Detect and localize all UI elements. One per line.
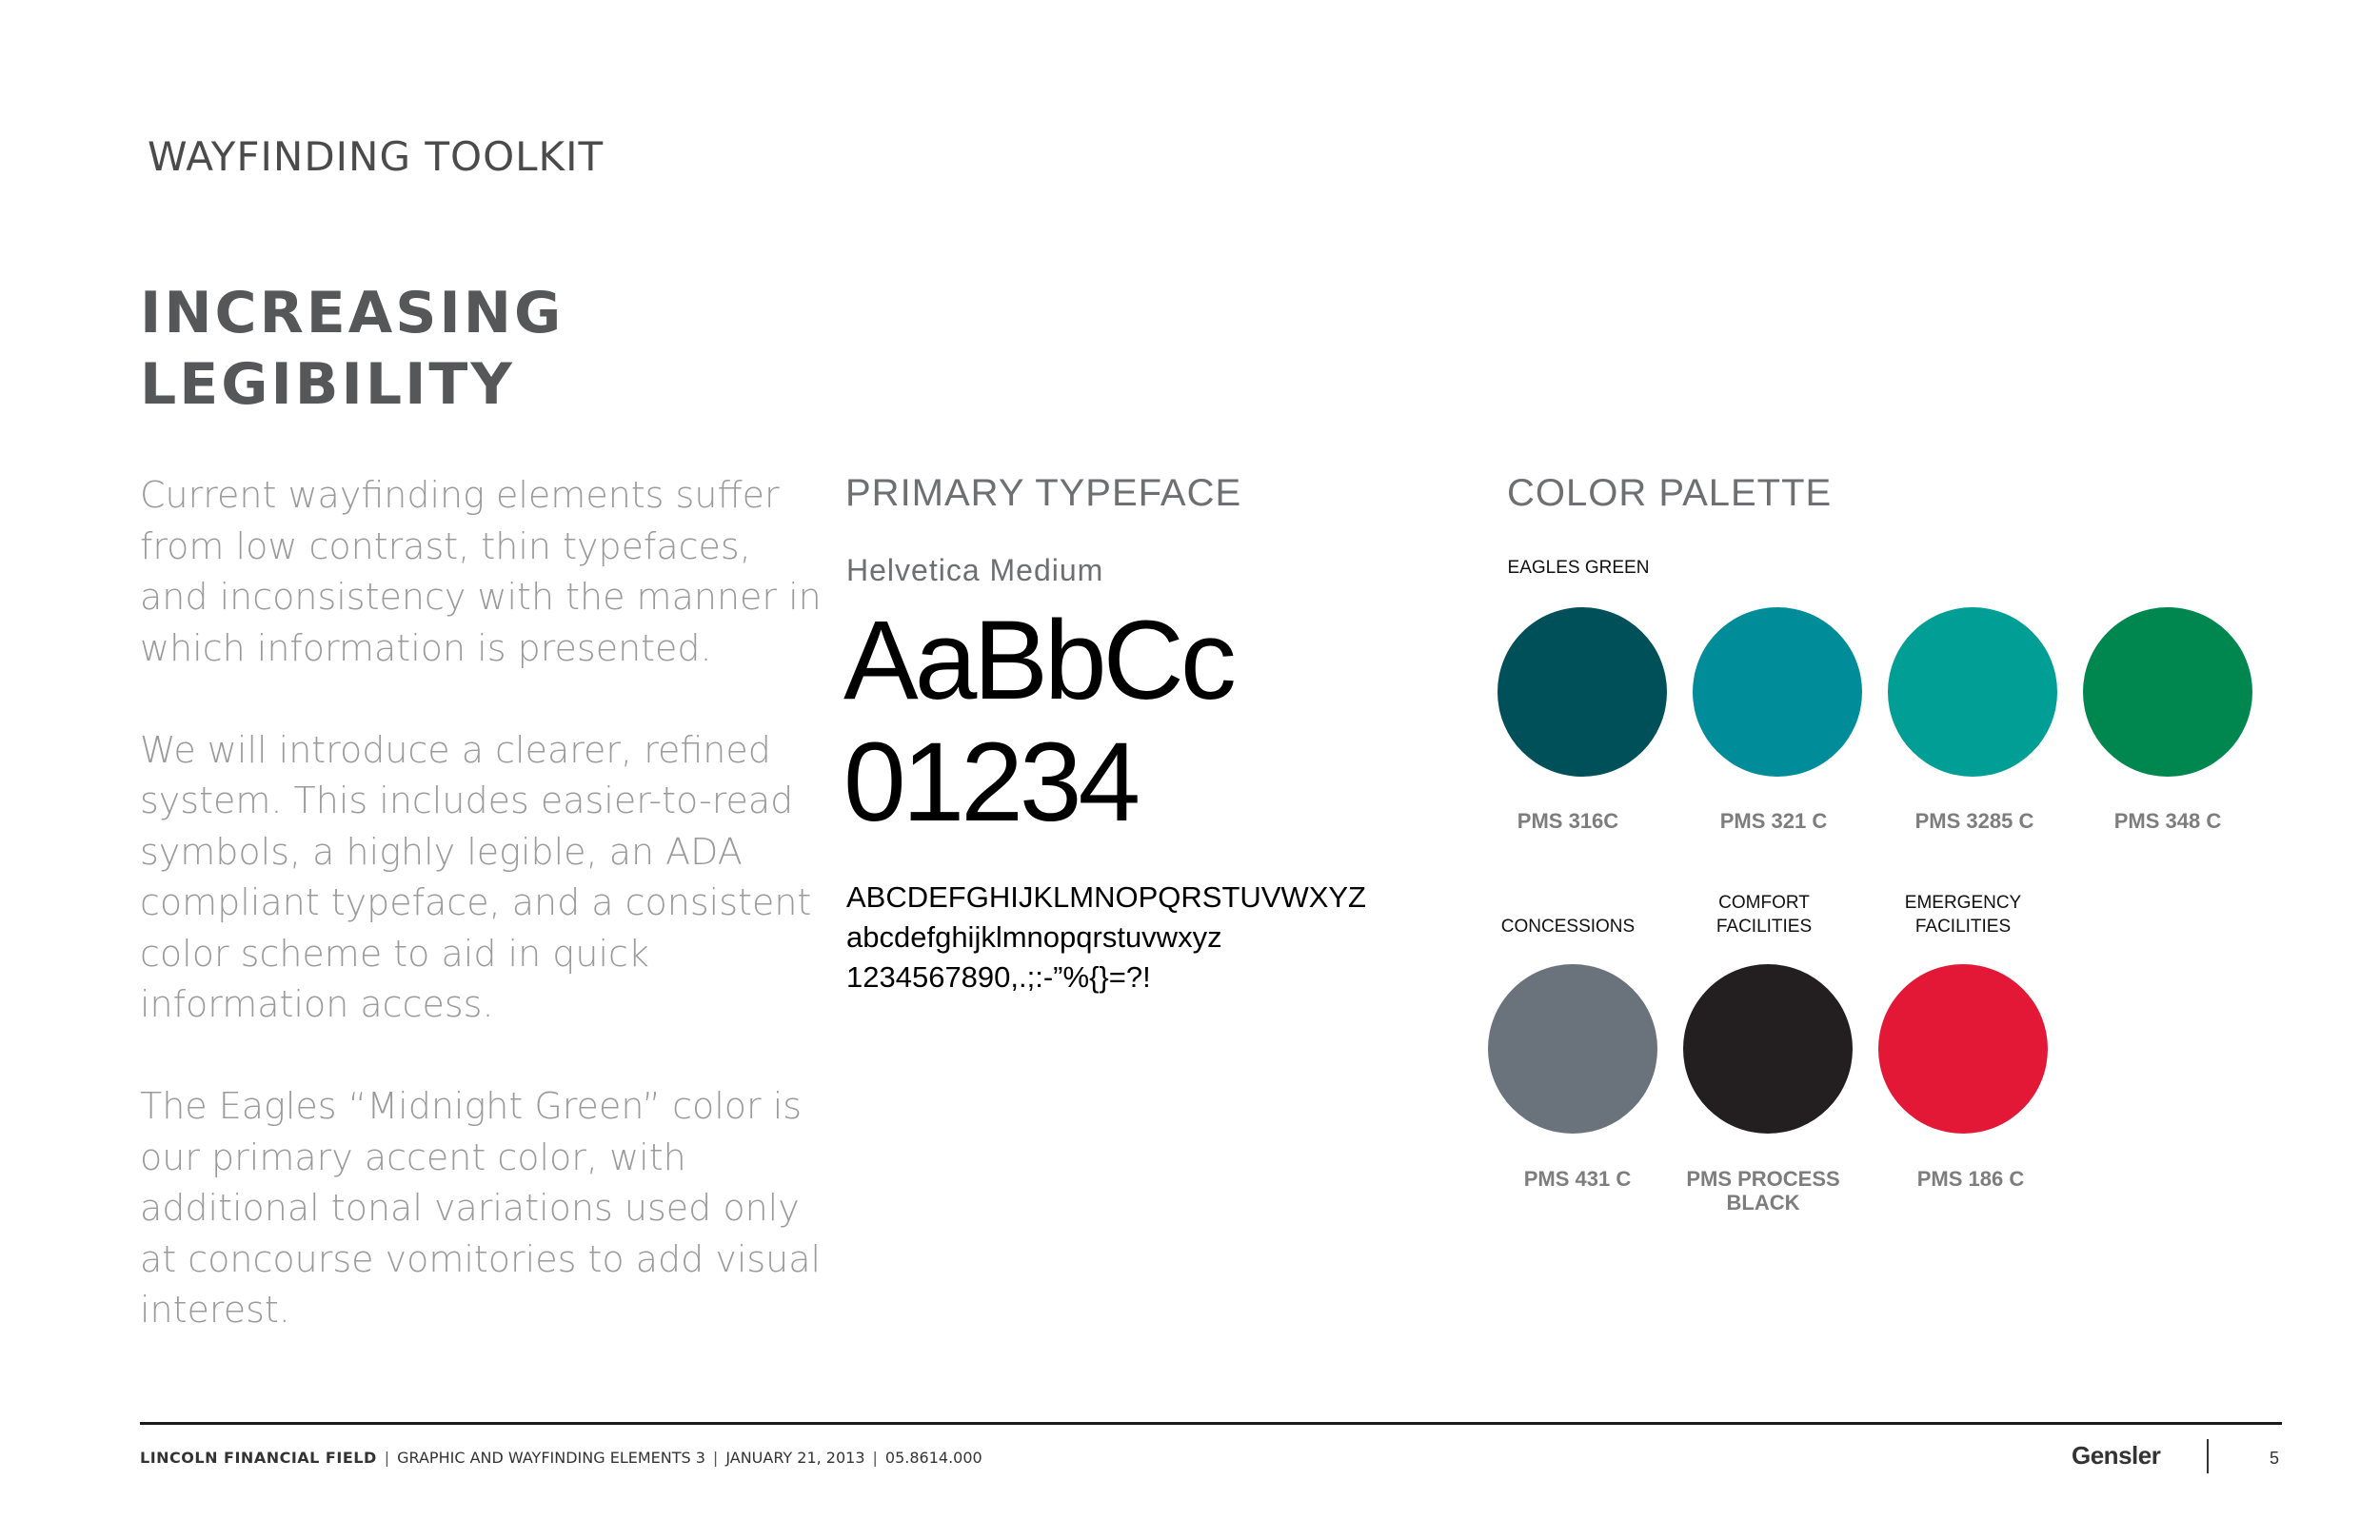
heading-line-1: INCREASING [140,280,565,346]
pms-label-line: BLACK [1726,1191,1800,1214]
swatch-pms-3285c [1888,607,2057,777]
heading-line-2: LEGIBILITY [140,351,515,418]
swatch-pms-431c [1488,964,1657,1134]
footer-document: GRAPHIC AND WAYFINDING ELEMENTS 3 [397,1449,705,1467]
specimen-uppercase: ABCDEFGHIJKLMNOPQRSTUVWXYZ [846,880,1366,914]
pms-label: PMS 348 C [2113,809,2222,833]
specimen-letters: AaBbCc [843,598,1233,723]
paragraph-1: Current wayfinding elements suffer from low contrast, thin typefaces, and inconsistency with the manner in which information is presented. [140,474,822,669]
pms-label [1658,1167,1868,1214]
footer-rule [140,1422,2282,1425]
group-label-eagles-green: EAGLES GREEN [1507,558,1650,578]
footer-number: 05.8614.000 [884,1449,982,1467]
category-concessions: CONCESSIONS [1500,917,1636,937]
category-comfort-facilities [1650,891,1878,938]
pms-label: PMS 431 C [1523,1167,1632,1191]
toolkit-title: WAYFINDING TOOLKIT [148,133,605,180]
typeface-name: Helvetica Medium [846,553,1104,587]
swatch-pms-348c [2083,607,2252,777]
category-line: FACILITIES [1716,917,1813,937]
typeface-specimen-large [843,600,1233,843]
swatch-pms-316c [1497,607,1667,777]
footer-date: JANUARY 21, 2013 [725,1449,865,1467]
category-line: COMFORT [1718,893,1810,913]
typeface-specimen-charset [846,878,1366,997]
page-heading [140,278,564,421]
pms-label: PMS 316C [1517,809,1619,833]
brand-logo: Gensler [2072,1441,2161,1470]
specimen-lowercase: abcdefghijklmnopqrstuvwxyz [846,920,1222,954]
specimen-digits: 01234 [843,720,1138,845]
category-line: EMERGENCY [1904,893,2022,913]
body-text [140,470,825,1387]
pms-label: PMS 186 C [1916,1167,2025,1191]
swatch-pms-process-black [1683,964,1853,1134]
page-number: 5 [2270,1449,2280,1468]
typeface-section-title: PRIMARY TYPEFACE [845,472,1242,514]
pms-label: PMS 321 C [1719,809,1828,833]
category-line: FACILITIES [1914,917,2012,937]
palette-section-title: COLOR PALETTE [1507,472,1833,514]
category-emergency-facilities [1849,891,2077,938]
footer-info: LINCOLN FINANCIAL FIELD | GRAPHIC AND WAYFINDING ELEMENTS 3 | JANUARY 21, 2013 | 05.8614.000 [140,1449,982,1467]
paragraph-3: The Eagles “Midnight Green” color is our primary accent color, with additional tonal variations used only at concourse vomitories to add visual interest. [140,1085,822,1331]
footer-project: LINCOLN FINANCIAL FIELD [140,1449,377,1467]
pms-label: PMS 3285 C [1914,809,2034,833]
footer-divider [2207,1439,2209,1473]
specimen-numerals: 1234567890,.;:-”%{}=?! [846,960,1151,994]
paragraph-2: We will introduce a clearer, refined system. This includes easier-to-read symbols, a highly legible, an ADA compliant typeface, and a consistent color scheme to aid in quick information access. [140,728,812,1025]
swatch-pms-186c [1878,964,2048,1134]
swatch-pms-321c [1693,607,1862,777]
pms-label-line: PMS PROCESS [1686,1167,1840,1191]
